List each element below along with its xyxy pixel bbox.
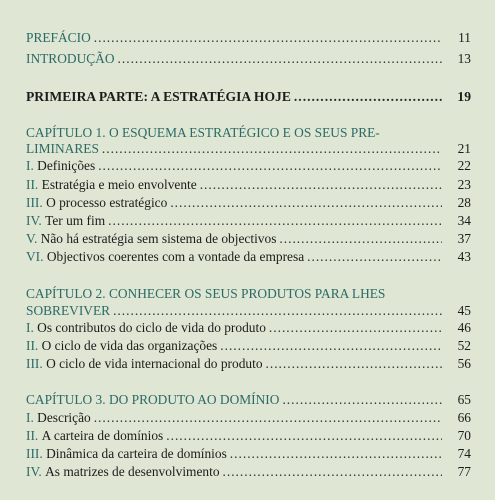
toc-item bbox=[26, 446, 471, 462]
leader-dots bbox=[294, 89, 442, 105]
toc-item bbox=[26, 195, 471, 211]
toc-page-number: 13 bbox=[457, 51, 471, 66]
toc-page-number: 22 bbox=[457, 158, 471, 173]
leader-dots bbox=[282, 392, 442, 408]
leader-dots bbox=[307, 249, 442, 265]
item-number: II. bbox=[26, 428, 39, 443]
toc-page-number: 23 bbox=[457, 177, 471, 192]
chapter-title-continued: LIMINARES bbox=[26, 141, 99, 156]
toc-page-number: 43 bbox=[457, 249, 471, 264]
toc-page-number: 37 bbox=[457, 231, 471, 246]
toc-page-number: 56 bbox=[457, 356, 471, 371]
toc-entry-label: INTRODUÇÃO bbox=[26, 51, 115, 66]
item-label: Objectivos coerentes com a vontade da empresa bbox=[46, 249, 305, 264]
item-number: VI. bbox=[26, 249, 44, 264]
toc-item bbox=[26, 464, 471, 480]
leader-dots bbox=[230, 446, 442, 462]
toc-entry-label: PREFÁCIO bbox=[26, 30, 91, 45]
toc-page-number: 74 bbox=[457, 446, 471, 461]
item-label: O ciclo de vida das organizações bbox=[41, 338, 218, 353]
item-label: Descrição bbox=[37, 410, 91, 425]
toc-page-number: 66 bbox=[457, 410, 471, 425]
item-label: Ter um fim bbox=[45, 213, 106, 228]
item-number: V. bbox=[26, 231, 38, 246]
item-number: I. bbox=[26, 410, 34, 425]
toc-item bbox=[26, 428, 471, 444]
leader-dots bbox=[269, 320, 442, 336]
item-label: A carteira de domínios bbox=[41, 428, 164, 443]
leader-dots bbox=[98, 158, 442, 174]
leader-dots bbox=[118, 51, 442, 67]
item-number: II. bbox=[26, 177, 39, 192]
toc-page-number: 46 bbox=[457, 320, 471, 335]
toc-item bbox=[26, 410, 471, 426]
chapter-title: CAPÍTULO 3. DO PRODUTO AO DOMÍNIO bbox=[26, 392, 280, 407]
toc-item bbox=[26, 231, 471, 247]
item-number: II. bbox=[26, 338, 39, 353]
item-number: I. bbox=[26, 158, 34, 173]
leader-dots bbox=[223, 464, 442, 480]
chapter-2-entry bbox=[26, 303, 471, 319]
item-label: Dinâmica da carteira de domínios bbox=[46, 446, 227, 461]
item-label: O ciclo de vida internacional do produto bbox=[46, 356, 263, 371]
toc-item bbox=[26, 158, 471, 174]
toc-item bbox=[26, 213, 471, 229]
toc-page-number: 34 bbox=[457, 213, 471, 228]
chapter-3-entry bbox=[26, 392, 471, 408]
toc-item bbox=[26, 320, 471, 336]
item-number: IV. bbox=[26, 464, 42, 479]
item-label: Definições bbox=[37, 158, 96, 173]
item-label: Os contributos do ciclo de vida do produto bbox=[37, 320, 266, 335]
leader-dots bbox=[166, 428, 442, 444]
leader-dots bbox=[94, 30, 442, 46]
toc-page-number: 19 bbox=[457, 89, 471, 104]
toc-page-number: 28 bbox=[457, 195, 471, 210]
toc-item bbox=[26, 356, 471, 372]
leader-dots bbox=[220, 338, 442, 354]
toc-part-primeira bbox=[26, 89, 471, 105]
toc-page-number: 65 bbox=[457, 392, 471, 407]
chapter-1-title: CAPÍTULO 1. O ESQUEMA ESTRATÉGICO E OS SEUS PRE- bbox=[26, 125, 380, 140]
toc-item bbox=[26, 249, 471, 265]
item-number: III. bbox=[26, 356, 43, 371]
item-label: Não há estratégia sem sistema de objectivos bbox=[40, 231, 277, 246]
leader-dots bbox=[266, 356, 442, 372]
chapter-1-entry bbox=[26, 141, 471, 157]
item-label: Estratégia e meio envolvente bbox=[41, 177, 197, 192]
toc-page-number: 11 bbox=[458, 30, 471, 45]
leader-dots bbox=[279, 231, 442, 247]
leader-dots bbox=[108, 213, 442, 229]
leader-dots bbox=[200, 177, 442, 193]
toc-page-number: 77 bbox=[457, 464, 471, 479]
toc-page-number: 21 bbox=[457, 141, 471, 156]
toc-item bbox=[26, 177, 471, 193]
part-title: PRIMEIRA PARTE: A ESTRATÉGIA HOJE bbox=[26, 89, 291, 104]
toc-entry-introducao bbox=[26, 51, 471, 67]
toc-page-number: 45 bbox=[457, 303, 471, 318]
toc-page-number: 70 bbox=[457, 428, 471, 443]
item-label: O processo estratégico bbox=[46, 195, 168, 210]
leader-dots bbox=[102, 141, 442, 157]
toc-item bbox=[26, 338, 471, 354]
chapter-2-title: CAPÍTULO 2. CONHECER OS SEUS PRODUTOS PARA LHES bbox=[26, 286, 386, 301]
item-number: I. bbox=[26, 320, 34, 335]
item-number: III. bbox=[26, 446, 43, 461]
toc-page-number: 52 bbox=[457, 338, 471, 353]
leader-dots bbox=[113, 303, 442, 319]
item-label: As matrizes de desenvolvimento bbox=[45, 464, 220, 479]
item-number: IV. bbox=[26, 213, 42, 228]
item-number: III. bbox=[26, 195, 43, 210]
chapter-title-continued: SOBREVIVER bbox=[26, 303, 111, 318]
leader-dots bbox=[94, 410, 442, 426]
toc-entry-prefacio bbox=[26, 30, 471, 46]
leader-dots bbox=[170, 195, 442, 211]
